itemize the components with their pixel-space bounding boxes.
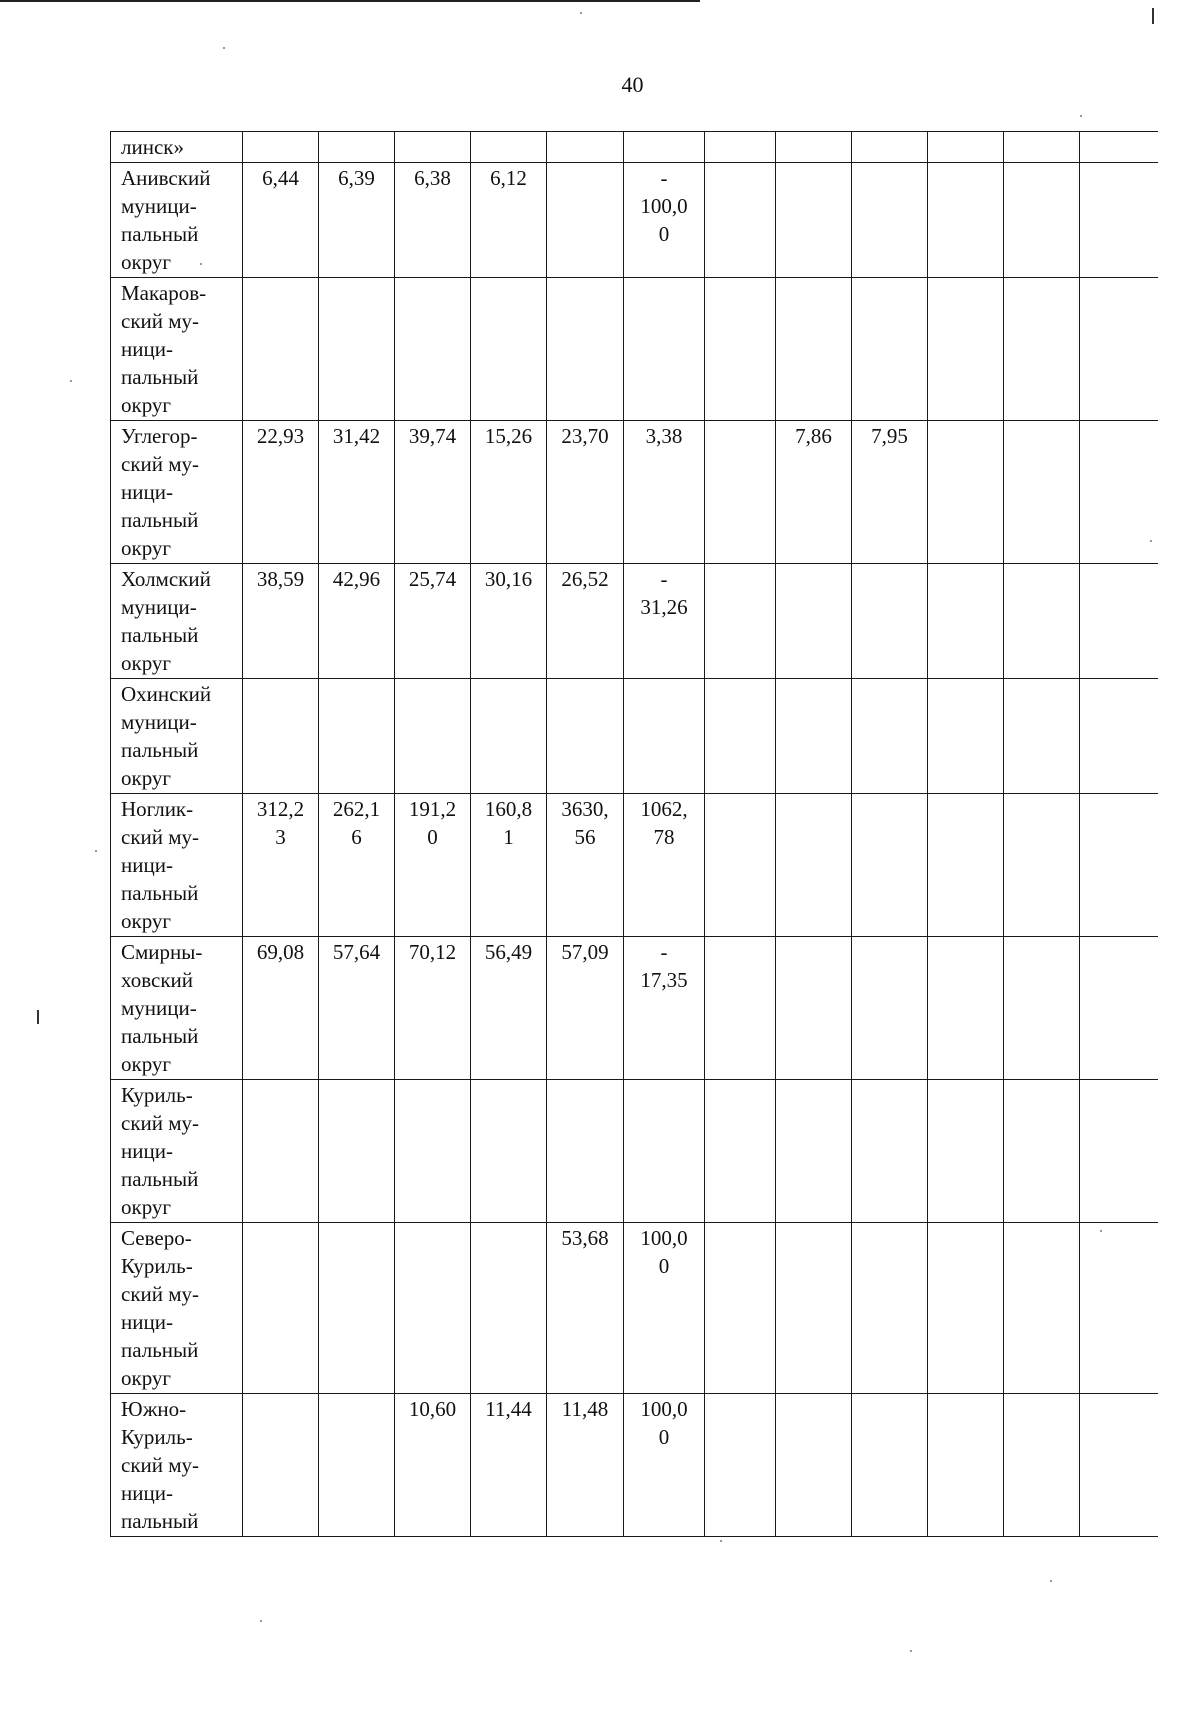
value-cell [319,278,395,421]
value-cell: 312,2 3 [243,794,319,937]
value-cell: 3,38 [624,421,705,564]
value-cell [1004,794,1080,937]
district-name-cell: Углегор- ский му- ници- пальный округ [111,421,243,564]
value-cell [547,1080,624,1223]
scan-speck [1050,1580,1052,1582]
value-cell [928,679,1004,794]
table-row [111,1223,1158,1394]
value-cell [319,679,395,794]
value-cell [1004,278,1080,421]
value-cell: 57,09 [547,937,624,1080]
value-cell [776,564,852,679]
value-cell [1004,937,1080,1080]
value-cell [243,132,319,163]
value-cell [928,132,1004,163]
district-name-cell: Северо- Куриль- ский му- ници- пальный округ [111,1223,243,1394]
value-cell [705,679,776,794]
value-cell [319,132,395,163]
value-cell: 10,60 [395,1394,471,1537]
value-cell: 56,49 [471,937,547,1080]
scan-speck [910,1650,912,1652]
value-cell [471,278,547,421]
value-cell [547,132,624,163]
value-cell [1080,421,1158,564]
scan-speck [70,380,72,382]
value-cell: 11,48 [547,1394,624,1537]
value-cell: 3630, 56 [547,794,624,937]
value-cell: 262,1 6 [319,794,395,937]
value-cell [1004,1394,1080,1537]
value-cell [547,679,624,794]
value-cell [395,1080,471,1223]
value-cell: 6,12 [471,163,547,278]
district-name-cell: Южно- Куриль- ский му- ници- пальный [111,1394,243,1537]
value-cell [1080,1394,1158,1537]
table-row [111,794,1158,937]
value-cell: 11,44 [471,1394,547,1537]
value-cell [243,1223,319,1394]
value-cell: 15,26 [471,421,547,564]
district-name-cell: Охинский муници- пальный округ [111,679,243,794]
value-cell [1080,1080,1158,1223]
scan-speck [1100,1230,1102,1232]
value-cell [1004,163,1080,278]
value-cell [705,1223,776,1394]
value-cell [547,163,624,278]
data-table [110,131,1158,1537]
district-name-cell: линск» [111,132,243,163]
table-row [111,937,1158,1080]
table-row [111,679,1158,794]
value-cell [928,163,1004,278]
value-cell [1080,163,1158,278]
value-cell [776,278,852,421]
value-cell [319,1223,395,1394]
value-cell [705,937,776,1080]
value-cell [624,132,705,163]
value-cell: 7,86 [776,421,852,564]
value-cell: 39,74 [395,421,471,564]
table-row [111,163,1158,278]
value-cell [1080,679,1158,794]
value-cell [928,278,1004,421]
value-cell [852,1080,928,1223]
value-cell [928,1080,1004,1223]
scan-speck [260,1620,262,1622]
value-cell [776,1223,852,1394]
margin-mark-top-right [1152,8,1154,24]
value-cell [852,132,928,163]
value-cell [243,1394,319,1537]
value-cell [319,1394,395,1537]
value-cell [395,679,471,794]
margin-mark-left [37,1010,39,1024]
value-cell: 7,95 [852,421,928,564]
district-name-cell: Смирны- ховский муници- пальный округ [111,937,243,1080]
value-cell [395,278,471,421]
value-cell [471,679,547,794]
value-cell [928,794,1004,937]
value-cell: 6,44 [243,163,319,278]
value-cell: 1062, 78 [624,794,705,937]
value-cell: 22,93 [243,421,319,564]
value-cell [852,564,928,679]
value-cell: 30,16 [471,564,547,679]
value-cell [471,1223,547,1394]
table-body [111,132,1158,1537]
value-cell [1004,679,1080,794]
district-name-cell: Холмский муници- пальный округ [111,564,243,679]
value-cell [776,794,852,937]
value-cell: 38,59 [243,564,319,679]
scan-speck [200,263,202,265]
value-cell [395,1223,471,1394]
district-name-cell: Анивский муници- пальный округ [111,163,243,278]
value-cell [776,163,852,278]
value-cell: 6,39 [319,163,395,278]
value-cell: 191,2 0 [395,794,471,937]
table-row [111,1080,1158,1223]
value-cell [624,278,705,421]
value-cell: 53,68 [547,1223,624,1394]
value-cell [1080,132,1158,163]
value-cell [928,1394,1004,1537]
value-cell [243,278,319,421]
table-row [111,421,1158,564]
page-number: 40 [621,72,644,97]
value-cell [1004,1080,1080,1223]
value-cell [705,163,776,278]
value-cell [928,421,1004,564]
value-cell [471,1080,547,1223]
value-cell [776,1080,852,1223]
value-cell: 25,74 [395,564,471,679]
value-cell [547,278,624,421]
value-cell [624,679,705,794]
value-cell [243,1080,319,1223]
value-cell [852,278,928,421]
value-cell: 6,38 [395,163,471,278]
value-cell [243,679,319,794]
scan-speck [580,12,582,14]
value-cell [1080,278,1158,421]
district-name-cell: Макаров- ский му- ници- пальный округ [111,278,243,421]
value-cell: - 17,35 [624,937,705,1080]
scan-speck [223,47,225,49]
value-cell: - 100,0 0 [624,163,705,278]
value-cell: 42,96 [319,564,395,679]
value-cell [1004,564,1080,679]
value-cell [928,937,1004,1080]
value-cell [395,132,471,163]
value-cell: 26,52 [547,564,624,679]
value-cell: 100,0 0 [624,1223,705,1394]
value-cell [852,1223,928,1394]
table-row [111,278,1158,421]
value-cell [624,1080,705,1223]
table-row [111,1394,1158,1537]
value-cell [852,163,928,278]
value-cell [852,1394,928,1537]
value-cell [1080,564,1158,679]
value-cell: 100,0 0 [624,1394,705,1537]
value-cell [1004,421,1080,564]
value-cell [776,1394,852,1537]
value-cell [705,1394,776,1537]
table-row [111,132,1158,163]
value-cell [705,421,776,564]
scan-speck [95,850,97,852]
value-cell: 57,64 [319,937,395,1080]
value-cell [928,564,1004,679]
value-cell [776,679,852,794]
value-cell [1004,132,1080,163]
table-row [111,564,1158,679]
scan-speck [720,1540,722,1542]
value-cell [1080,794,1158,937]
value-cell [852,794,928,937]
value-cell [705,564,776,679]
value-cell [852,679,928,794]
value-cell: 70,12 [395,937,471,1080]
value-cell [705,278,776,421]
scan-speck [1150,540,1152,542]
top-rule [0,0,700,2]
value-cell [1080,1223,1158,1394]
value-cell [852,937,928,1080]
value-cell [705,132,776,163]
value-cell [319,1080,395,1223]
value-cell [1004,1223,1080,1394]
value-cell: 160,8 1 [471,794,547,937]
value-cell: 23,70 [547,421,624,564]
value-cell [705,794,776,937]
value-cell [928,1223,1004,1394]
value-cell: 69,08 [243,937,319,1080]
district-name-cell: Ноглик- ский му- ници- пальный округ [111,794,243,937]
value-cell: 31,42 [319,421,395,564]
value-cell: - 31,26 [624,564,705,679]
value-cell [471,132,547,163]
value-cell [1080,937,1158,1080]
district-name-cell: Куриль- ский му- ници- пальный округ [111,1080,243,1223]
value-cell [776,937,852,1080]
value-cell [776,132,852,163]
scan-speck [1080,115,1082,117]
value-cell [705,1080,776,1223]
